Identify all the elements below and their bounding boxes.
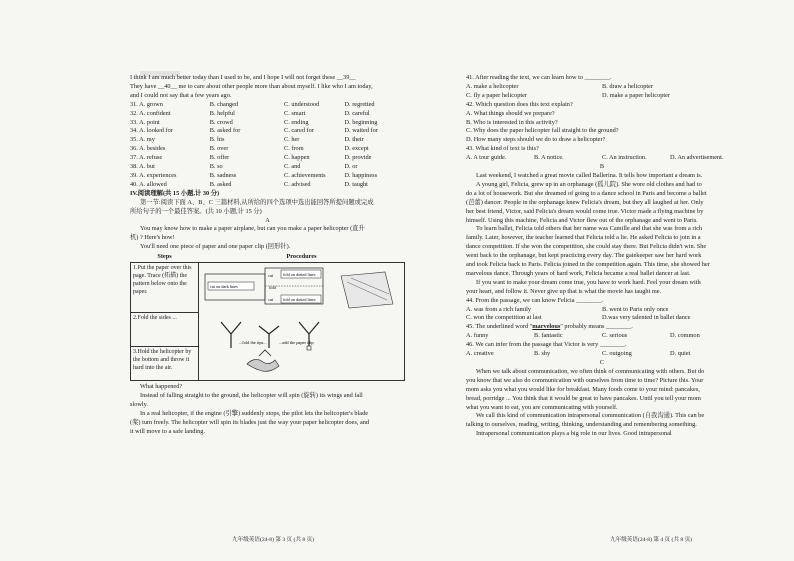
fold-stage-1 [221, 322, 241, 348]
opt-b: B. his [209, 136, 225, 144]
option-row-39 [130, 172, 405, 181]
opt-d: D. waited for [344, 127, 378, 135]
opt-d: D. taught [344, 180, 368, 188]
q45-opt-c: C. serious [602, 332, 628, 340]
opt-c: C. advised [284, 180, 311, 188]
q44-options-row2 [466, 314, 738, 323]
opt-c: C. and [284, 163, 301, 171]
paper-clip-icon [307, 346, 311, 350]
q41-options-row2 [466, 92, 738, 101]
q46-opt-d: D. quiet [670, 350, 691, 358]
q41-opt-b: B. draw a helicopter [602, 82, 654, 90]
q41-opt-a: A. make a helicopter [466, 82, 519, 90]
procedure-diagram-cell [199, 263, 405, 381]
q42-opt-d: D. How many steps should we do to draw a helicopter? [466, 136, 606, 144]
cut-dark-label: cut on dark lines [210, 284, 238, 290]
passage-c-letter: C [599, 359, 605, 366]
passage-b-p2-line1: To learn ballet, Felicia told others that her name was Camille and that she was from a rich [476, 225, 703, 233]
q43-opt-d: D. An advertisement. [670, 154, 724, 162]
opt-a: 36. A. besides [130, 145, 166, 153]
opt-d: D. or [344, 163, 358, 171]
q45-opt-b: B. fantastic [534, 332, 563, 340]
q44-opt-a: A. was from a rich family [466, 305, 532, 313]
option-row-32 [130, 110, 405, 119]
step-1-cell: 1.Put the paper over this page. Trace (拓描) the pattern below onto the paper. [131, 263, 199, 313]
opt-d: D. regretted [344, 100, 375, 108]
q43-stem: 43. What kind of text is this? [466, 145, 539, 153]
q45-underlined-word: marvelous [532, 323, 561, 331]
passage-b-p1-line2: A young girl, Felicia, grew up in an orphanage (孤儿院). She wore old clothes and had to [476, 180, 702, 188]
q43-options [466, 154, 738, 163]
passage-a-letter: A [265, 216, 270, 224]
q41-options-row1 [466, 83, 738, 92]
fold-dotted-label-2: fold on dotted lines [283, 297, 316, 303]
passage-b-p2-line6: marvelous dance. Through years of hard work, Felicia became a real ballet dancer at last. [466, 269, 691, 277]
opt-a: 40. A. allowed [130, 180, 167, 188]
cloze-options [130, 101, 405, 190]
procedures-header: Procedures [286, 253, 317, 261]
what-happened: What happened? [140, 383, 183, 391]
opt-b: B. crowd [209, 118, 233, 126]
fold-tips-label: ...fold the tips... [239, 340, 267, 346]
passage-a-p4-line2: (桨) turn freely. The helicopter will spin its blades just the way your paper helicopter does, and [130, 418, 370, 426]
steps-header: Steps [157, 253, 172, 261]
paper-sheet-illustration [341, 272, 393, 308]
opt-b: B. changed [209, 100, 239, 108]
opt-a: 35. A. my [130, 136, 155, 144]
passage-b-p2-line2: family. Later, however, the teacher learned that Felicia told a lie. He asked Felicia to join in a [466, 234, 701, 242]
opt-d: D. happiness [344, 171, 378, 179]
q46-stem: 46. We can infer from the passage that Victor is very ________. [466, 341, 627, 349]
passage-b-p2-line4: went back to the orphanage, but kept practicing every day. The gatekeeper saw her hard work [466, 252, 702, 260]
opt-d: D. except [344, 145, 369, 153]
step-2-cell: 2.Fold the sides ... [131, 313, 199, 347]
option-row-35 [130, 136, 405, 145]
opt-a: 39. A. experiences [130, 171, 177, 179]
passage-b-p1-line1: Last weekend, I watched a great movie called Ballerina. It tells how important a dream is. [476, 171, 703, 179]
q46-opt-b: B. shy [534, 350, 551, 358]
opt-a: 32. A. confident [130, 109, 171, 117]
passage-a-p3-line2: slowly. [130, 400, 148, 408]
passage-c-p1-line2: you know that we also do communication with ourselves from time to time? Picture this. Your [466, 376, 704, 384]
option-row-37 [130, 154, 405, 163]
q45-pre: 45. The underlined word " [466, 323, 533, 331]
q42-opt-c: C. Why does the paper helicopter fall straight to the ground? [466, 127, 619, 135]
passage-b-p1-line3: do a lot of housework. But she dreamed of going to a dance school in Paris and become a ballet [466, 189, 707, 197]
passage-a-p4-line3: it will move to a safe landing. [130, 427, 206, 435]
option-row-31 [130, 101, 405, 110]
hand-throwing-illustration [247, 359, 279, 371]
passage-c-p1-line1: When we talk about communication, we often think of communicating with others. But do [476, 367, 705, 375]
q45-post: " probably means ________. [560, 323, 633, 331]
passage-a-p2: You'll need one piece of paper and one paper clip (回形针). [140, 243, 291, 251]
passage-b-letter: B [599, 163, 605, 171]
opt-b: B. over [209, 145, 229, 153]
passage-c-p2-line2: talking to ourselves, reading, writing, thinking, understanding and remembering something. [466, 421, 697, 429]
add-clip-label: ...add the paper clip [279, 340, 314, 346]
q45-opt-d: D. common [670, 332, 700, 340]
q44-options-row1 [466, 306, 738, 315]
q46-opt-a: A. creative [466, 350, 494, 358]
opt-b: B. asked for [209, 127, 241, 135]
opt-c: C. her [284, 136, 300, 144]
page-4-footer: 九年级英语(24-8) 第 4 页 (共 8 页) [610, 537, 693, 543]
opt-c: C. from [284, 145, 304, 153]
q44-opt-d: D.was very talented in ballet dance [602, 314, 691, 322]
opt-a: 31. A. grown [130, 100, 163, 108]
intro-line-1: I think I am much better today than I used to be, and I hope I will not forget these __39__ [130, 74, 356, 81]
opt-a: 34. A. looked for [130, 127, 173, 135]
fold-dotted-label: fold on dotted lines [283, 272, 316, 278]
q42-stem: 42. Which question does this text explain? [466, 100, 573, 108]
opt-b: B. so [209, 163, 223, 171]
passage-b-p1-line5: her best friend, Victor, said Felicia's dream would come true. Victor made a flying machine by [466, 207, 704, 215]
q43-opt-c: C. An instruction. [602, 154, 647, 162]
passage-c-p1-line5: what you want to eat, you are communicating with yourself. [466, 403, 618, 411]
opt-c: C. achievements [284, 171, 326, 179]
passage-b-p3-line2: your heart, and follow it. Never give up that is what the movie has taught me. [466, 287, 662, 295]
option-row-34 [130, 127, 405, 136]
opt-b: B. offer [209, 154, 230, 162]
passage-c-p2-line3: Intrapersonal communication plays a big role in our lives. Good intrapersonal [476, 430, 672, 438]
right-column [466, 74, 738, 439]
option-row-33 [130, 119, 405, 128]
q46-opt-c: C. outgoing [602, 350, 632, 358]
q45-opt-a: A. funny [466, 332, 489, 340]
passage-a-p1-line1: You may know how to make a paper airplane, but can you make a paper helicopter (直升 [140, 225, 365, 233]
q41-opt-c: C. fly a paper helicopter [466, 91, 528, 99]
opt-c: C. smart [284, 109, 306, 117]
option-row-40 [130, 181, 405, 190]
opt-d: D. provide [344, 154, 372, 162]
passage-a-p1-line2: 机) ? Here's how! [130, 234, 175, 242]
passage-b-p2-line3: dance competition. If she won the competition, she could stay there. But Felicia didn't win. She [466, 243, 707, 251]
passage-a-p4-line1: In a real helicopter, if the engine (引擎) suddenly stops, the pilot lets the helicopter's blade [140, 409, 369, 417]
q41-opt-d: D. make a paper helicopter [602, 91, 671, 99]
q45-stem [466, 323, 738, 332]
q42-opt-b: B. Who is interested in this activity? [466, 118, 558, 126]
opt-b: B. asked [209, 180, 232, 188]
opt-c: C. understood [284, 100, 320, 108]
option-row-36 [130, 145, 405, 154]
passage-b-p2-line5: and took Felicia back to Paris. Felicia joined in the competition again. This time, she showed her [466, 261, 710, 269]
opt-b: B. helpful [209, 109, 235, 117]
left-column [130, 74, 405, 436]
q44-opt-c: C. won the competition at last [466, 314, 542, 322]
q43-opt-a: A. A tour guide. [466, 154, 507, 162]
section-instructions-1: 第一节:阅读下面 A、B、C 三篇材料,从所给的四个选项中选出能回答所提问题或完成 [140, 198, 374, 206]
section-title: IV.阅读理解(共 15 小题,计 30 分) [130, 189, 220, 197]
step-3-cell: 3.Hold the helicopter by the bottom and throw it hard into the air. [131, 347, 199, 381]
steps-table [130, 253, 405, 381]
q42-opt-a: A. What things should we prepare? [466, 109, 555, 117]
opt-c: C. happen [284, 154, 310, 162]
q46-options [466, 350, 738, 359]
passage-c-p1-line3: mom asks you what you would like for breakfast. Many foods come to your mind: pancakes, [466, 385, 700, 393]
q44-opt-b: B. went to Paris only once [602, 305, 669, 313]
q43-opt-b: B. A notice. [534, 154, 564, 162]
opt-c: C. cared for [284, 127, 314, 135]
option-row-38 [130, 163, 405, 172]
intro-line-2: They have __40__ me to care about other people more than about myself. I like who I am today, [130, 82, 373, 90]
q44-stem: 44. From the passage, we can know Felicia ________. [466, 296, 603, 304]
opt-a: 33. A. point [130, 118, 160, 126]
helicopter-pattern-diagram [201, 264, 401, 376]
cut-label-bottom: cut [268, 297, 274, 303]
passage-b-p1-line6: himself. Using this machine, Felicia and Victor flew out of the orphanage and went to Paris. [466, 216, 698, 224]
passage-c-p2-line1: We call this kind of communication intrapersonal communication (自我沟通). This can be [476, 412, 705, 420]
page-3-footer: 九年级英语(24-8) 第 3 页 (共 8 页) [232, 537, 315, 543]
passage-b-p1-line4: (芭蕾) dancer. People in the orphanage knew Felicia's dream, but they all laughed at her. Only [466, 198, 704, 206]
opt-d: D. their [344, 136, 364, 144]
opt-c: C. ending [284, 118, 309, 126]
passage-a-p3-line1: Instead of falling straight to the ground, the helicopter will spin (旋转) its wings and fall [140, 391, 363, 399]
section-instructions-2: 所给句子的一个最佳答案。(共 10 小题,计 15 分) [130, 207, 262, 215]
opt-d: D. careful [344, 109, 370, 117]
thrown-helicopter [259, 350, 271, 356]
fold-label: fold [269, 285, 276, 291]
opt-b: B. sadness [209, 171, 237, 179]
intro-line-3: and I could not say that a few years ago. [130, 91, 232, 99]
opt-a: 38. A. but [130, 163, 155, 171]
opt-a: 37. A. refuse [130, 154, 163, 162]
passage-b-p3-line1: If you want to make your dream come true, you have to work hard. Feel your dream with [476, 278, 701, 286]
cut-label-top: cut [268, 273, 274, 279]
q45-options [466, 332, 738, 341]
q41-stem: 41. After reading the text, we can learn how to ________. [466, 74, 612, 81]
opt-d: D. beginning [344, 118, 378, 126]
passage-c-p1-line4: bread, porridge ... You think that it would be great to have pancakes. Until you tell your mom [466, 394, 701, 402]
